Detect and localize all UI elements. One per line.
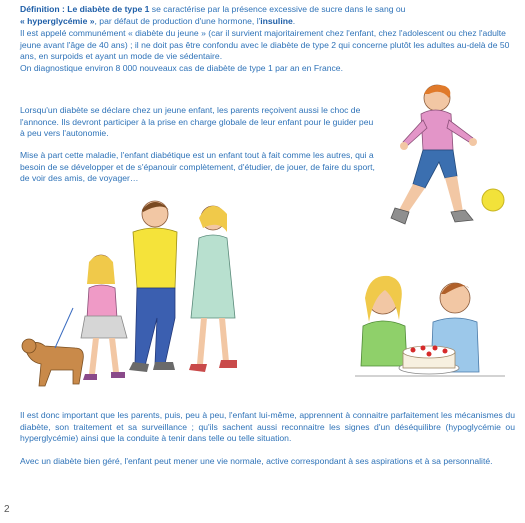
paragraph-connaitre-diabete: Il est donc important que les parents, puis, peu à peu, l'enfant lui-même, apprennent à connaitre parfaitement les mécanismes du diabète, son traitement et sa surveillance ; qu'ils sachent aussi reconnaitre les signes d'un déséquilibre (hypoglycémie ou hyperglycémie) ainsi que la conduite à tenir dans telle ou telle situation.	[20, 410, 515, 444]
definition-text-2: , par défaut de production d'une hormone, l'	[94, 15, 261, 26]
hyperglycemie-term: « hyperglycémie »	[20, 15, 95, 26]
definition-end: .	[292, 15, 296, 26]
family-walking-illustration	[15, 188, 265, 398]
definition-text-1: se caractérise par la présence excessive de sucre dans le sang ou	[149, 4, 406, 14]
paragraph-parents: Lorsqu'un diabète se déclare chez un jeune enfant, les parents reçoivent aussi le choc de l'annonce. Ils devront participer à la prise en charge globale de leur enfant pour le guider peu à peu vers l'autonomie.	[20, 105, 374, 139]
definition-label: Définition : Le diabète de type 1	[20, 4, 150, 14]
definition-paragraph	[20, 4, 515, 27]
page-number: 2	[4, 504, 10, 515]
paragraph-diagnostic: On diagnostique environ 8 000 nouveaux cas de diabète de type 1 par an en France.	[20, 63, 343, 73]
paragraph-vie-normale: Avec un diabète bien géré, l'enfant peut mener une vie normale, active correspondant à ses aspirations et à sa personnalité.	[20, 456, 493, 466]
boy-playing-ball-illustration	[385, 80, 505, 240]
paragraph-enfant-comme-les-autres: Mise à part cette maladie, l'enfant diabétique est un enfant tout à fait comme les autres, qui a besoin de se développer et de s'épanouir complètement, d'étudier, de jouer, de faire du sport, de voir des amis, de voyager…	[20, 150, 375, 184]
paragraph-diabete-jeune: Il est appelé communément « diabète du jeune » (car il survient majoritairement chez l'enfant, chez l'adolescent ou chez l'adulte jeune avant l'âge de 40 ans) ; il ne doit pas être confondu avec le diabète de type 2 qui concerne plutôt les adultes au-delà de 50 ans, en surpoids et ayant un mode de vie sédentaire.	[20, 28, 510, 62]
children-birthday-cake-illustration	[355, 268, 505, 393]
insuline-term: insuline	[260, 15, 293, 26]
